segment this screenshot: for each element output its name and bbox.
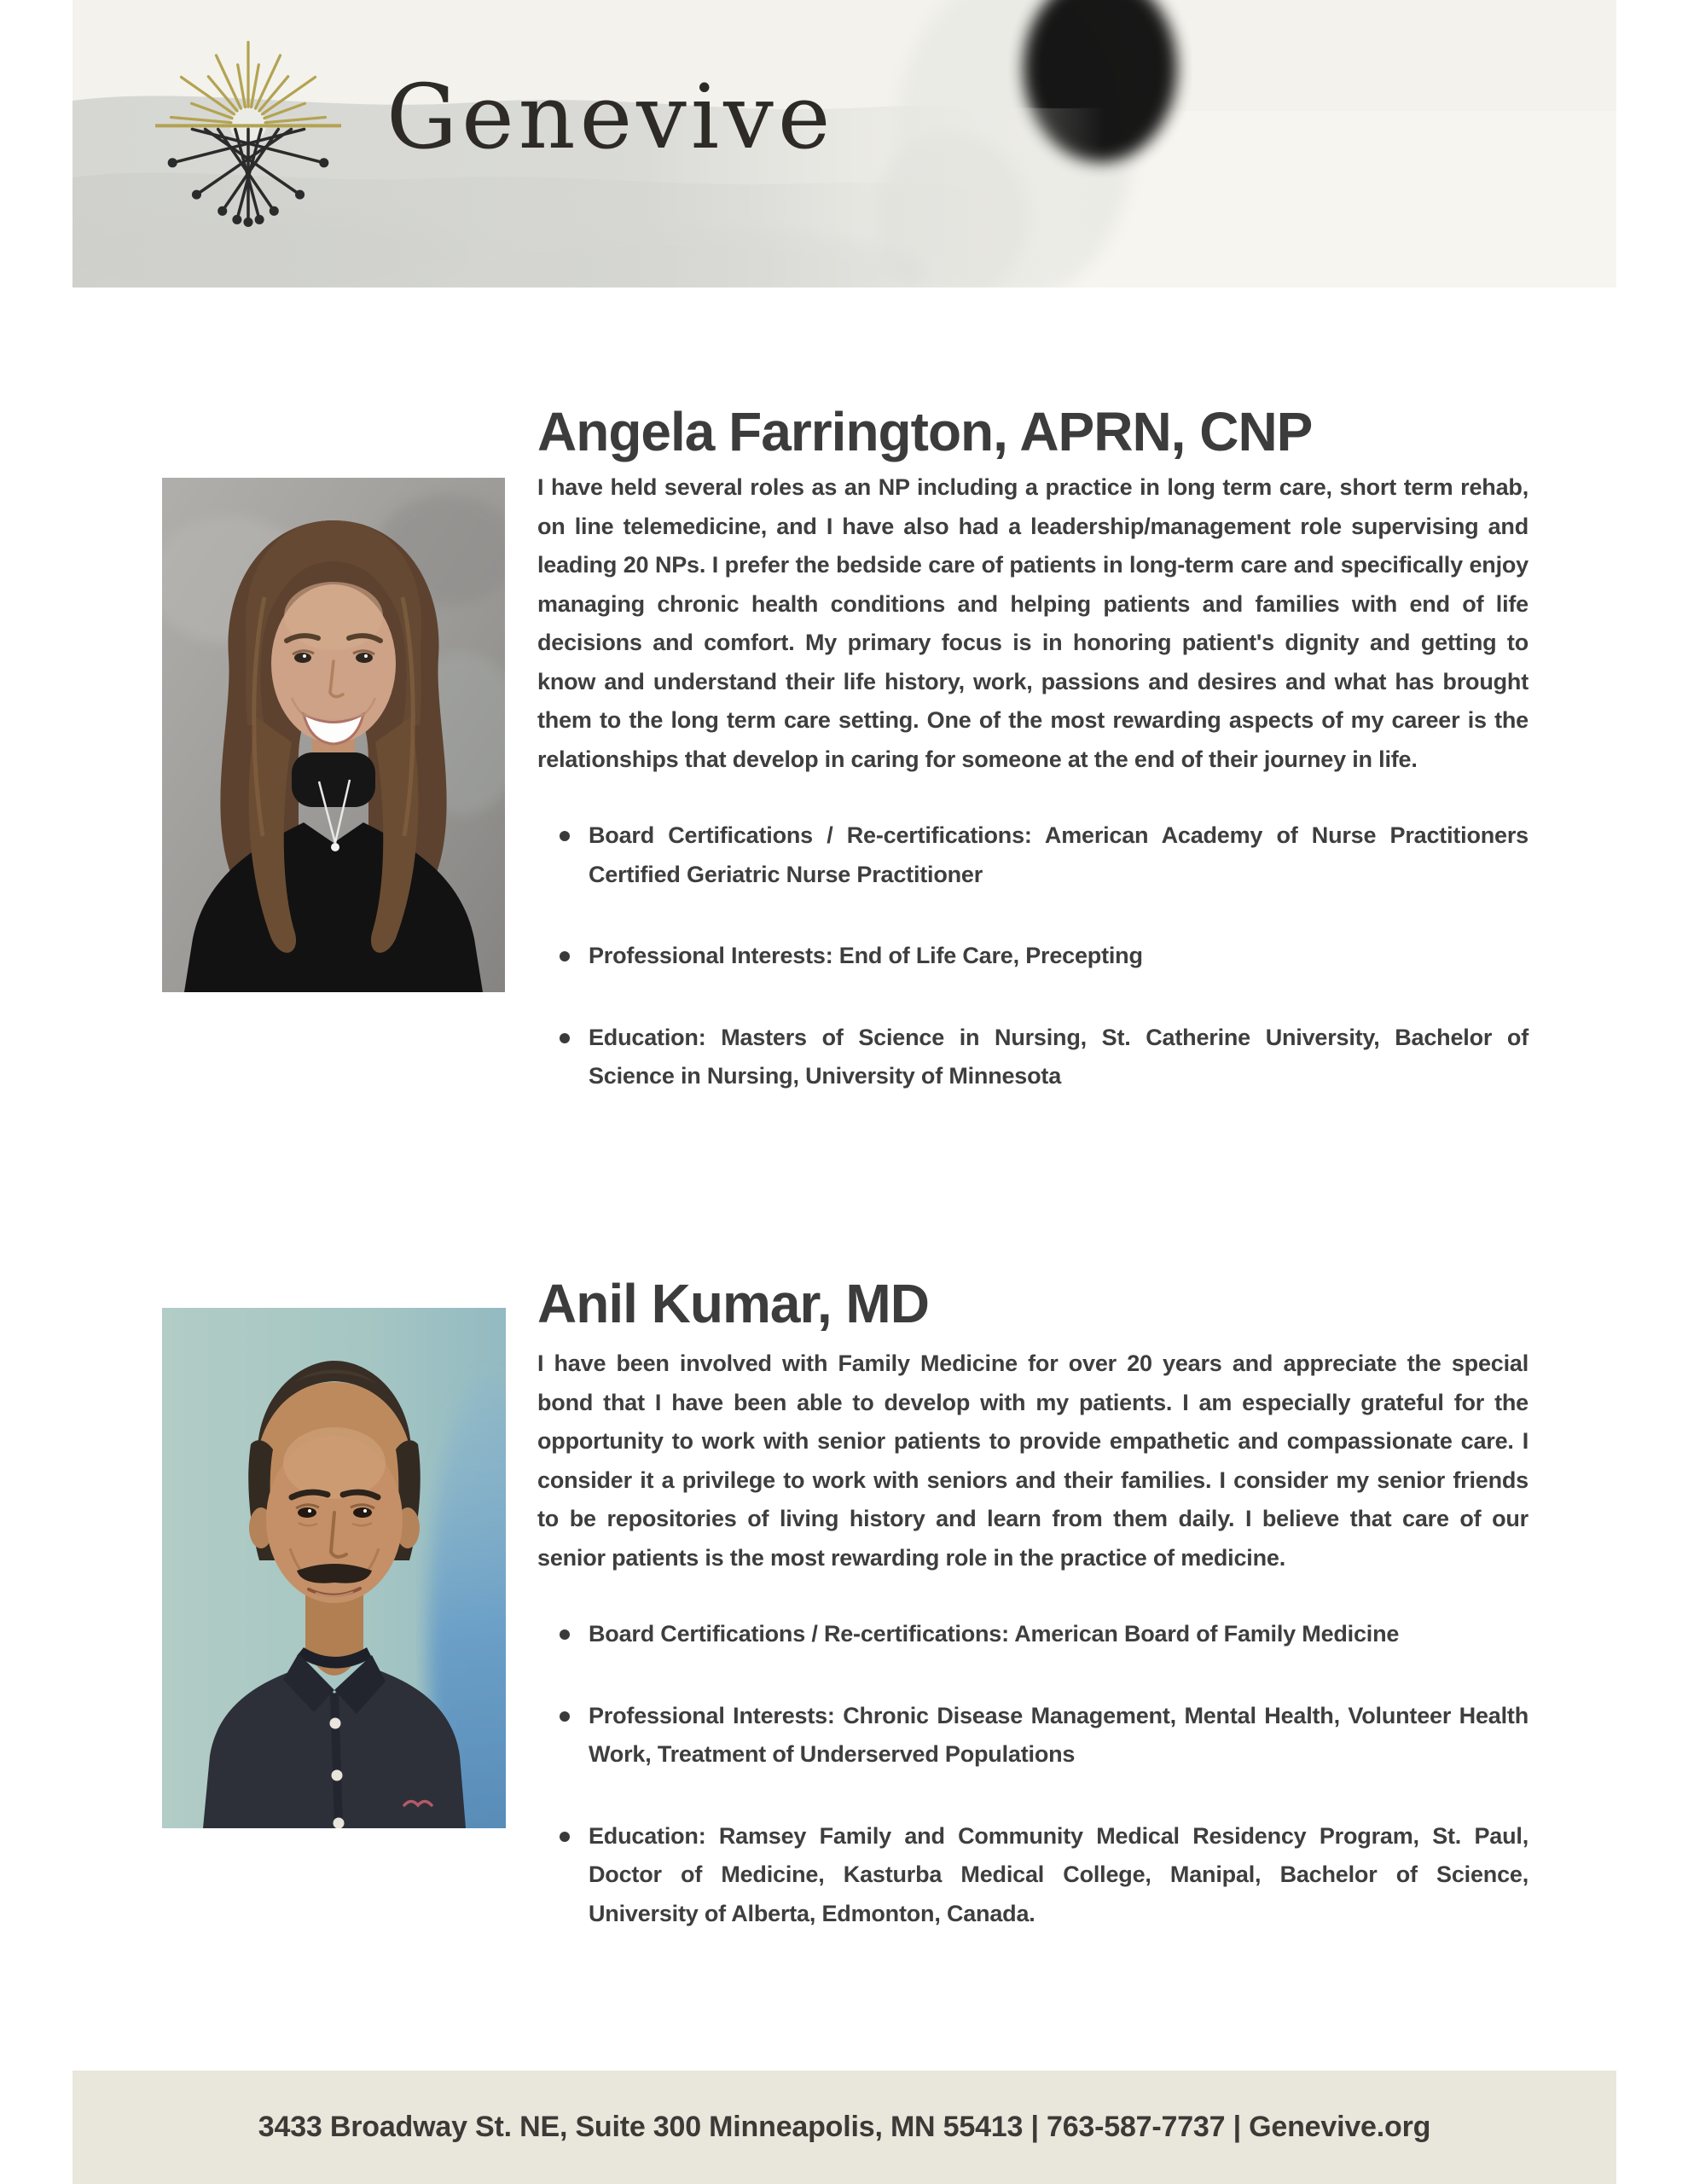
credentials-list [537,1615,1528,1933]
list-item-professional-interests: Professional Interests: End of Life Care, Precepting [537,937,1528,976]
bio-paragraph: I have been involved with Family Medicine for over 20 years and appreciate the special bond that I have been able to develop with my patients. I am especially grateful for the opportunity to work with senior patients to provide empathetic and compassionate care. I consider it a privilege to work with seniors and their families. I consider my senior friends to be repositories of living history and learn from them daily. I believe that care of our senior patients is the most rewarding role in the practice of medicine. [537,1350,1528,1571]
list-item-education: Education: Ramsey Family and Community Medical Residency Program, St. Paul, Doctor of Medicine, Kasturba Medical College, Manipal, Bachelor of Science, University of Alberta, Edmonton, Canada. [537,1817,1528,1934]
footer-contact-info: 3433 Broadway St. NE, Suite 300 Minneapolis, MN 55413 | 763-587-7737 | Genevive.org [258,2111,1431,2143]
profile-angela-text [537,468,1528,1139]
list-item-board-certifications: Board Certifications / Re-certifications: American Board of Family Medicine [537,1615,1528,1654]
list-item-professional-interests: Professional Interests: Chronic Disease Management, Mental Health, Volunteer Health Work, Treatment of Underserved Populations [537,1697,1528,1774]
portrait-anil-photo [162,1308,506,1828]
header-banner [73,0,1616,288]
footer-bar [73,2071,1616,2184]
bio-paragraph: I have held several roles as an NP including a practice in long term care, short term rehab, on line telemedicine, and I have also had a leadership/management role supervising and leading 20 NPs. I prefer the bedside care of patients in long-term care and specifically enjoy managing chronic health conditions and helping patients and families with end of life decisions and comfort. My primary focus is in honoring patient's dignity and getting to know and understand their life history, work, passions and desires and what has brought them to the long term care setting. One of the most rewarding aspects of my career is the relationships that develop in caring for someone at the end of their journey in life. [537,474,1528,772]
portrait-angela-photo [162,478,505,992]
list-item-board-certifications: Board Certifications / Re-certifications: American Academy of Nurse Practitioners Certified Geriatric Nurse Practitioner [537,816,1528,894]
list-item-education: Education: Masters of Science in Nursing, St. Catherine University, Bachelor of Science in Nursing, University of Minnesota [537,1019,1528,1096]
profile-name-heading: Angela Farrington, APRN, CNP [537,400,1313,462]
profile-name-heading: Anil Kumar, MD [537,1272,929,1334]
genevive-logo-icon [154,32,343,237]
credentials-list [537,816,1528,1096]
brand-wordmark: Genevive [386,65,835,169]
profile-anil-text [537,1345,1528,1976]
